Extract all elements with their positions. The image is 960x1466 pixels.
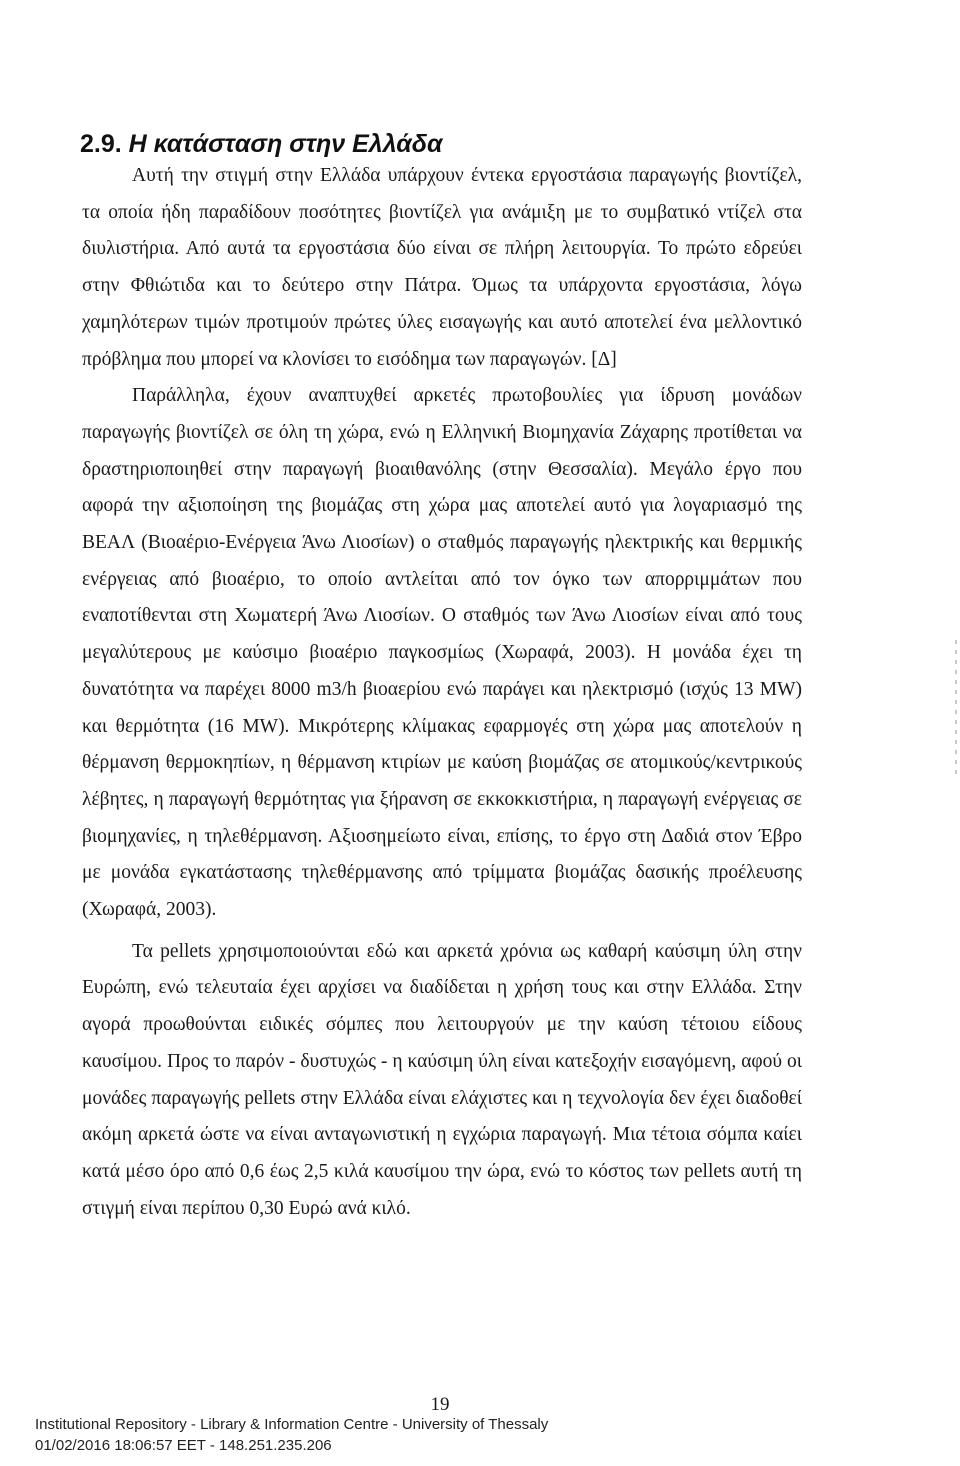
page-number: 19 bbox=[430, 1394, 450, 1415]
section-title: Η κατάσταση στην Ελλάδα bbox=[128, 130, 443, 158]
paragraph-biodiesel-factories: Αυτή την στιγμή στην Ελλάδα υπάρχουν έντεκα εργοστάσια παραγωγής βιοντίζελ, τα οποία ήδη παραδίδουν ποσότητες βιοντίζελ για ανάμιξη με το συμβατικό ντίζελ στα διυλιστήρια. Από αυτά τα εργοστάσια δύο είναι σε πλήρη λειτουργία. Το πρώτο εδρεύει στην Φθιώτιδα και το δεύτερο στην Πάτρα. Όμως τα υπάρχοντα εργοστάσια, λόγω χαμηλότερων τιμών προτιμούν πρώτες ύλες εισαγωγής και αυτό αποτελεί ένα μελλοντικό πρόβλημα που μπορεί να κλονίσει το εισόδημα των παραγωγών. [Δ] bbox=[82, 165, 802, 370]
repository-name: Institutional Repository - Library & Information Centre - University of Thessaly bbox=[35, 1416, 549, 1433]
paragraph-pellets: Τα pellets χρησιμοποιούνται εδώ και αρκετά χρόνια ως καθαρή καύσιμη ύλη στην Ευρώπη, ενώ τελευταία έχει αρχίσει να διαδίδεται η χρήση τους και στην Ελλάδα. Στην αγορά προωθούνται ειδικές σόμπες που λειτουργούν με την καύση τέτοιου είδους καυσίμου. Προς το παρόν - δυστυχώς - η καύσιμη ύλη είναι κατεξοχήν εισαγόμενη, αφού οι μονάδες παραγωγής pellets στην Ελλάδα είναι ελάχιστες και η τεχνολογία δεν έχει διαδοθεί ακόμη αρκετά ώστε να είναι ανταγωνιστική η εγχώρια παραγωγή. Μια τέτοια σόμπα καίει κατά μέσο όρο από 0,6 έως 2,5 κιλά καυσίμου την ώρα, ενώ το κόστος των pellets αυτή τη στιγμή είναι περίπου 0,30 Ευρώ ανά κιλό. bbox=[82, 940, 802, 1219]
paragraph-biomass-projects: Παράλληλα, έχουν αναπτυχθεί αρκετές πρωτοβουλίες για ίδρυση μονάδων παραγωγής βιοντίζελ σε όλη τη χώρα, ενώ η Ελληνική Βιομηχανία Ζάχαρης προτίθεται να δραστηριοποιηθεί στην παραγωγή βιοαιθανόλης (στην Θεσσαλία). Μεγάλο έργο που αφορά την αξιοποίηση της βιομάζας στη χώρα μας αποτελεί αυτό για λογαριασμό της ΒΕΑΛ (Βιοαέριο-Ενέργεια Άνω Λιοσίων) ο σταθμός παραγωγής ηλεκτρικής και θερμικής ενέργειας από βιοαέριο, το οποίο αντλείται από τον όγκο των απορριμμάτων που εναποτίθενται στη Χωματερή Άνω Λιοσίων. Ο σταθμός των Άνω Λιοσίων είναι από τους μεγαλύτερους με καύσιμο βιοαέριο παγκοσμίως (Χωραφά, 2003). Η μονάδα έχει τη δυνατότητα να παρέχει 8000 m3/h βιοαερίου ενώ παράγει και ηλεκτρισμό (ισχύς 13 MW) και θερμότητα (16 MW). Μικρότερης κλίμακας εφαρμογές στη χώρα μας αποτελούν η θέρμανση θερμοκηπίων, η θέρμανση κτιρίων με καύση βιομάζας σε ατομικούς/κεντρικούς λέβητες, η παραγωγή θερμότητας για ξήρανση σε εκκοκκιστήρια, η παραγωγή ενέργειας σε βιομηχανίες, η τηλεθέρμανση. Αξιοσημείωτο είναι, επίσης, το έργο στη Δαδιά στον Έβρο με μονάδα εγκατάστασης τηλεθέρμανσης από τρίμματα βιομάζας δασικής προέλευσης (Χωραφά, 2003). bbox=[82, 385, 802, 921]
repository-footer bbox=[35, 1414, 548, 1456]
download-timestamp: 01/02/2016 18:06:57 EET - 148.251.235.206 bbox=[35, 1437, 332, 1454]
scan-edge-mark bbox=[955, 640, 957, 780]
section-heading bbox=[80, 127, 443, 161]
document-body bbox=[82, 158, 802, 1227]
section-number: 2.9. bbox=[80, 130, 122, 158]
